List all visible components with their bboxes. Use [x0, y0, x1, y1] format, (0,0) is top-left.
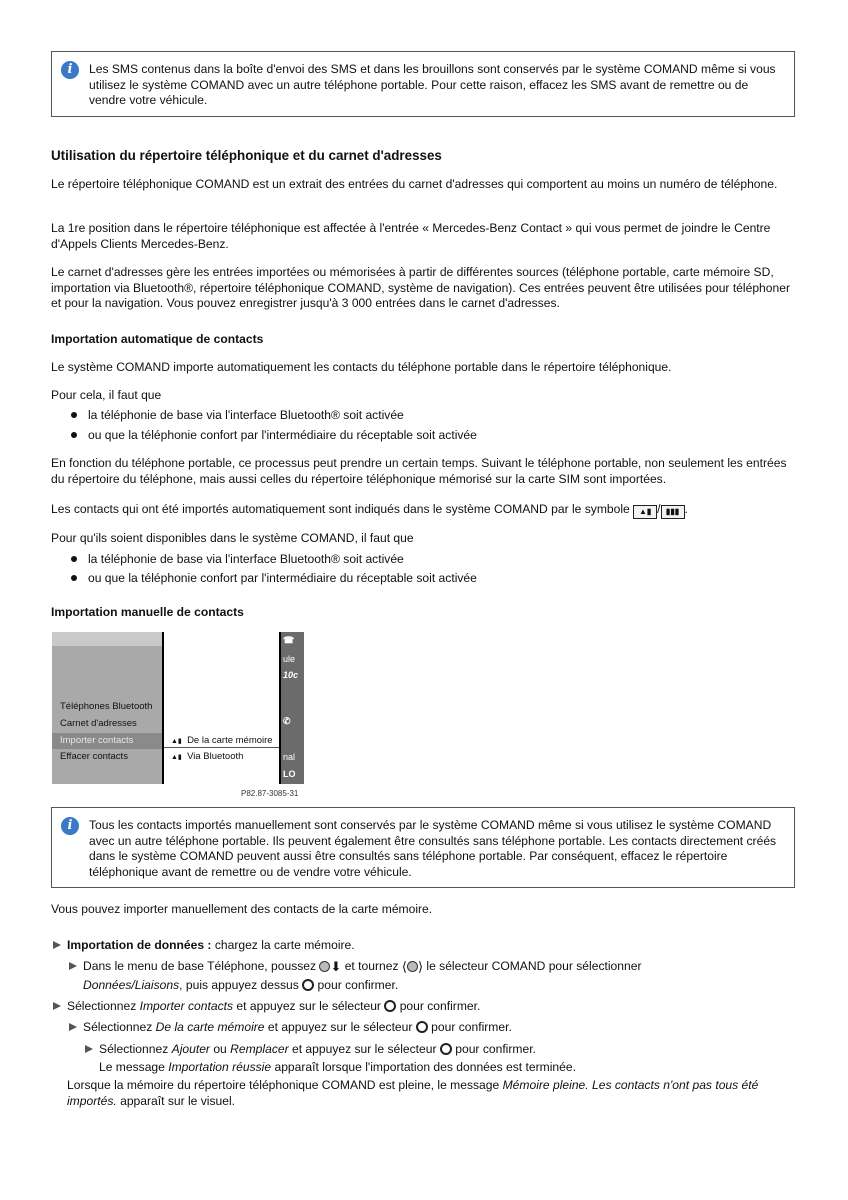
- step-arrow-icon: [53, 1002, 61, 1010]
- bullet-dot: [71, 556, 77, 562]
- intro-paragraph-1: Le répertoire téléphonique COMAND est un extrait des entrées du carnet d'adresses qui comportent au moins un numéro de téléphone.: [51, 177, 778, 191]
- intro-paragraph-2: La 1re position dans le répertoire téléphonique est affectée à l'entrée « Mercedes-Benz Contact » qui vous permet de joindre le Centre d'Appels Clients Mercedes-Benz.: [51, 221, 771, 251]
- submenu-item-memory-card: ▲▮ De la carte mémoire: [171, 735, 273, 746]
- status-text: 10c: [283, 670, 299, 680]
- auto-import-heading: Importation automatique de contacts: [51, 332, 264, 346]
- menu-item-delete-contacts: Effacer contacts: [60, 751, 128, 762]
- controller-knob-icon: [407, 961, 418, 972]
- press-knob-icon: [302, 979, 314, 991]
- symbol-end: .: [684, 502, 688, 516]
- step-4: Sélectionnez De la carte mémoire et appuyez sur le sélecteur pour confirmer.: [83, 1020, 512, 1034]
- note-text: Tous les contacts importés manuellement sont conservés par le système COMAND même si vous utilisez le système COMAND avec un autre téléphone portable. Ils peuvent également être consultés sans téléphone portable. Les contacts directement créés dans le système COMAND peuvent aussi être consultés sans téléphone portable. Par conséquent, effacez le répertoire téléphonique avant de remettre ou de vendre votre véhicule.: [89, 818, 777, 879]
- rotate-right-icon: ⟩: [417, 959, 424, 974]
- press-knob-icon: [416, 1021, 428, 1033]
- menu-item-address-book: Carnet d'adresses: [60, 718, 137, 729]
- status-text: LO: [283, 769, 296, 779]
- info-note-sms: [51, 51, 795, 117]
- step-arrow-icon: [69, 1023, 77, 1031]
- status-text: ule: [283, 654, 296, 664]
- image-caption: P82.87-3085-31: [241, 789, 299, 798]
- section-title: Utilisation du répertoire téléphonique et du carnet d'adresses: [51, 148, 442, 163]
- step-3: Sélectionnez Importer contacts et appuyez sur le sélecteur pour confirmer.: [67, 999, 481, 1013]
- comand-screen-image: [52, 632, 304, 784]
- availability-intro: Pour qu'ils soient disponibles dans le système COMAND, il faut que: [51, 531, 414, 545]
- manual-import-heading: Importation manuelle de contacts: [51, 605, 244, 619]
- status-text: nal: [283, 752, 296, 762]
- controller-knob-icon: [319, 961, 330, 972]
- auto-import-paragraph: Le système COMAND importe automatiquement les contacts du téléphone portable dans le répertoire téléphonique.: [51, 360, 672, 374]
- manual-paragraph: Vous pouvez importer manuellement des contacts de la carte mémoire.: [51, 902, 433, 916]
- step-5-result: Le message Importation réussie apparaît lorsque l'importation des données est terminée.: [99, 1060, 576, 1074]
- bullet-item: ou que la téléphonie confort par l'intermédiaire du réceptable soit activée: [88, 428, 477, 442]
- bullet-dot: [71, 575, 77, 581]
- info-note-manual: [51, 807, 795, 888]
- phone-icon: ☎: [283, 635, 295, 645]
- symbol-text: Les contacts qui ont été importés automatiquement sont indiqués dans le système COMAND par le symbole: [51, 502, 630, 516]
- step-1: Importation de données : chargez la carte mémoire.: [67, 938, 355, 952]
- menu-panel-top: [52, 632, 162, 646]
- step-arrow-icon: [85, 1045, 93, 1053]
- press-knob-icon: [384, 1000, 396, 1012]
- rotate-left-icon: ⟨: [401, 959, 407, 974]
- imported-contact-symbol-icon: ▲▮: [633, 505, 657, 519]
- bullet-dot: [71, 412, 77, 418]
- step-5: Sélectionnez Ajouter ou Remplacer et appuyez sur le sélecteur pour confirmer.: [99, 1042, 536, 1056]
- handset-icon: ✆: [283, 716, 291, 726]
- info-icon: i: [61, 61, 79, 79]
- step-2-cont: Données/Liaisons, puis appuyez dessus pour confirmer.: [83, 978, 399, 992]
- symbol-paragraph: Les contacts qui ont été importés automatiquement sont indiqués dans le système COMAND par le symbole ▲▮ / ▮▮▮ .: [51, 502, 799, 519]
- bullet-item: ou que la téléphonie confort par l'intermédiaire du réceptable soit activée: [88, 571, 477, 585]
- note-text: Les SMS contenus dans la boîte d'envoi des SMS et dans les brouillons sont conservés par le système COMAND même si vous utilisez le système COMAND avec un autre téléphone portable. Pour cette raison, effacez les SMS avant de remettre ou de vendre votre véhicule.: [89, 62, 776, 107]
- bullet-item: la téléphonie de base via l'interface Bluetooth® soit activée: [88, 552, 404, 566]
- info-icon: i: [61, 817, 79, 835]
- step-arrow-icon: [69, 962, 77, 970]
- process-paragraph: En fonction du téléphone portable, ce processus peut prendre un certain temps. Suivant le téléphone portable, non seulement les entrées du répertoire du téléphone, mais aussi celles du répertoire téléphonique mémorisé sur la carte SIM sont importées.: [51, 456, 787, 486]
- step-arrow-icon: [53, 941, 61, 949]
- condition-intro: Pour cela, il faut que: [51, 388, 162, 402]
- sim-contact-symbol-icon: ▮▮▮: [661, 505, 685, 519]
- press-knob-icon: [440, 1043, 452, 1055]
- step-2: Dans le menu de base Téléphone, poussez ⬇ et tournez ⟨ ⟩ le sélecteur COMAND pour sélectionner: [83, 959, 642, 974]
- intro-paragraph-3: Le carnet d'adresses gère les entrées importées ou mémorisées à partir de différentes sources (téléphone portable, carte mémoire SD, importation via Bluetooth®, répertoire téléphonique COMAND, système de navigation). Ces entrées peuvent être utilisées pour téléphoner et pour la navigation. Vous pouvez enregistrer jusqu'à 3 000 entrées dans le carnet d'adresses.: [51, 265, 790, 310]
- menu-item-bluetooth-phones: Téléphones Bluetooth: [60, 701, 153, 712]
- push-down-arrow-icon: ⬇: [330, 959, 342, 974]
- menu-item-import-contacts: Importer contacts: [60, 735, 134, 746]
- bullet-dot: [71, 432, 77, 438]
- submenu-item-bluetooth: ▲▮ Via Bluetooth: [171, 751, 244, 762]
- bullet-item: la téléphonie de base via l'interface Bluetooth® soit activée: [88, 408, 404, 422]
- memory-full-note: Lorsque la mémoire du répertoire téléphonique COMAND est pleine, le message Mémoire pleine. Les contacts n'ont pas tous été importés. apparaît sur le visuel.: [67, 1078, 759, 1108]
